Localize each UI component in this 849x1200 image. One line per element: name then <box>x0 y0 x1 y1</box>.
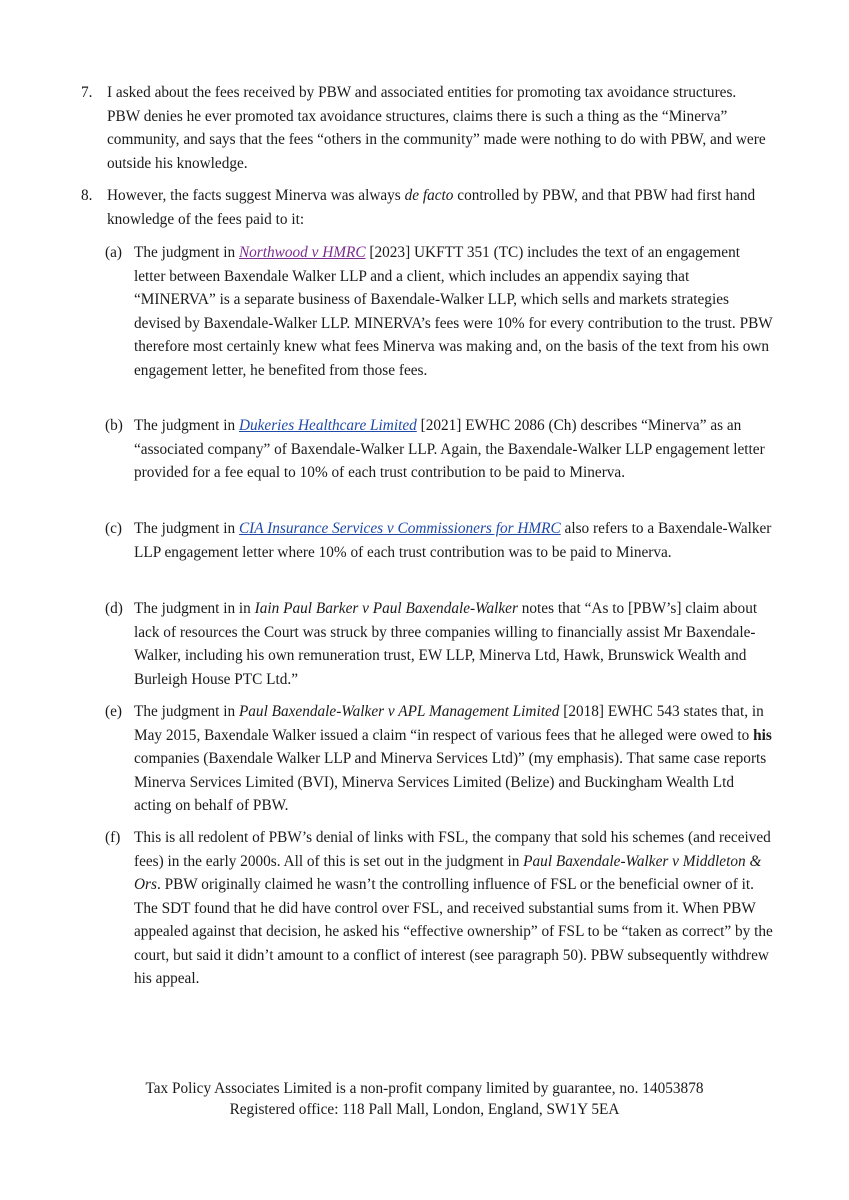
subparagraph-text-before: The judgment in in <box>134 600 255 617</box>
subparagraph-c <box>105 517 774 564</box>
paragraph-8 <box>81 184 767 231</box>
northwood-v-hmrc-link[interactable]: Northwood v HMRC <box>238 244 366 261</box>
subparagraph-label: (d) <box>105 600 123 617</box>
subparagraph-text-after: [2023] UKFTT 351 (TC) includes the text of an engagement letter between Baxendale Walker LLP and a client, which includes an appendix saying that “MINERVA” is a separate business of Baxendale-Walker LLP, which sells and markets strategies devised by Baxendale-Walker LLP. MINERVA’s fees were 10% for every contribution to the trust. PBW therefore most certainly knew what fees Minerva was making and, on the basis of the text from his own engagement letter, he benefited from those fees. <box>134 244 773 379</box>
paragraph-7 <box>81 81 767 175</box>
cia-insurance-services-link[interactable]: CIA Insurance Services v Commissioners for HMRC <box>238 520 561 537</box>
subparagraph-text-before: This is all redolent of PBW’s denial of links with FSL, the company that sold his schemes (and received fees) in the early 2000s. All of this is set out in the judgment in <box>134 829 771 870</box>
subparagraph-label: (f) <box>105 829 121 846</box>
subparagraph-text-middle: [2018] EWHC 543 states that, in May 2015, Baxendale Walker issued a claim “in respect of various fees that he alleged were owed to <box>134 703 764 744</box>
dukeries-healthcare-link[interactable]: Dukeries Healthcare Limited <box>238 417 417 434</box>
paragraph-number: 7. <box>81 84 93 101</box>
subparagraph-text-after: notes that “As to [PBW’s] claim about lack of resources the Court was struck by three companies willing to financially assist Mr Baxendale-Walker, including his own remuneration trust, EW LLP, Minerva Ltd, Hawk, Brunswick Wealth and Burleigh House PTC Ltd.” <box>134 600 758 688</box>
subparagraph-label: (e) <box>105 703 122 720</box>
subparagraph-text-after: [2021] EWHC 2086 (Ch) describes “Minerva” as an “associated company” of Baxendale-Walker LLP. Again, the Baxendale-Walker LLP engagement letter provided for a fee equal to 10% of each trust contribution to be paid to Minerva. <box>134 417 765 481</box>
subparagraph-a <box>105 241 774 382</box>
footer-company-line: Tax Policy Associates Limited is a non-profit company limited by guarantee, no. 14053878 <box>145 1080 704 1097</box>
subparagraph-b <box>105 414 774 485</box>
subparagraph-label: (c) <box>105 520 122 537</box>
subparagraph-text-before: The judgment in <box>134 244 239 261</box>
subparagraph-text-after: . PBW originally claimed he wasn’t the controlling influence of FSL or the beneficial owner of it. The SDT found that he did have control over FSL, and received substantial sums from it. When PBW appealed against that decision, he asked his “effective ownership” of FSL to be “taken as correct” by the court, but said it didn’t amount to a conflict of interest (see paragraph 50). PBW subsequently withdrew his appeal. <box>134 876 773 987</box>
subparagraph-label: (b) <box>105 417 123 434</box>
subparagraph-e <box>105 700 774 818</box>
paragraph-text-before: However, the facts suggest Minerva was always <box>107 187 405 204</box>
subparagraph-text-after: companies (Baxendale Walker LLP and Minerva Services Ltd)” (my emphasis). That same case reports Minerva Services Limited (BVI), Minerva Services Limited (Belize) and Buckingham Wealth Ltd acting on behalf of PBW. <box>134 750 767 814</box>
subparagraph-text-before: The judgment in <box>134 417 239 434</box>
subparagraph-f <box>105 826 774 991</box>
paragraph-number: 8. <box>81 187 93 204</box>
footer-address-line: Registered office: 118 Pall Mall, London, England, SW1Y 5EA <box>229 1101 620 1118</box>
subparagraph-label: (a) <box>105 244 122 261</box>
subparagraph-text-after: also refers to a Baxendale-Walker LLP engagement letter where 10% of each trust contribution was to be paid to Minerva. <box>134 520 772 561</box>
subparagraph-text-before: The judgment in <box>134 703 239 720</box>
page-footer <box>0 1078 849 1120</box>
subparagraph-d <box>105 597 774 691</box>
case-name-italic: Paul Baxendale-Walker v APL Management Limited <box>238 703 560 720</box>
emphasis-bold: his <box>753 726 772 744</box>
subparagraph-text-before: The judgment in <box>134 520 239 537</box>
paragraph-text-after: controlled by PBW, and that PBW had first hand knowledge of the fees paid to it: <box>107 187 756 228</box>
case-name-italic: Paul Baxendale-Walker v Middleton & Ors <box>134 852 762 893</box>
paragraph-text-italic: de facto <box>404 187 454 204</box>
paragraph-text: I asked about the fees received by PBW and associated entities for promoting tax avoidance structures. PBW denies he ever promoted tax avoidance structures, claims there is such a thing as the “Minerva” community, and says that the fees “others in the community” made were nothing to do with PBW, and were outside his knowledge. <box>107 84 766 172</box>
case-name-italic: Iain Paul Barker v Paul Baxendale-Walker <box>254 600 518 617</box>
